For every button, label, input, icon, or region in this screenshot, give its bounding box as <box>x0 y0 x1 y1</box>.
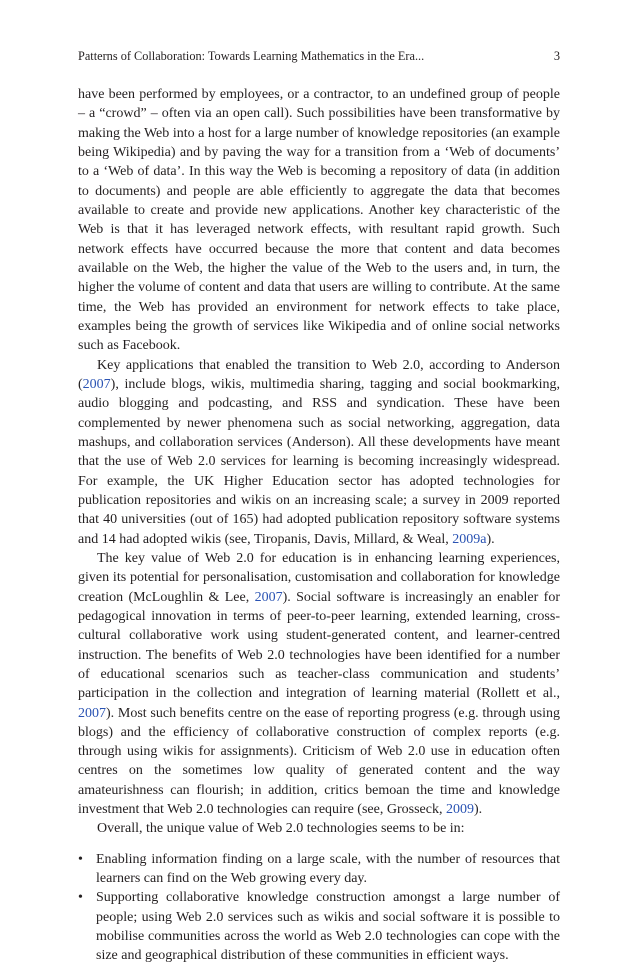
paragraph-3-text-2: ). Social software is increasingly an enabler for pedagogical innovation in terms of peer-to-peer learning, extended learning, cross-cultural collaborative work using student-generated content, and learner-centred instruction. The benefits of Web 2.0 technologies have been identified for a number of educational scenarios such as teacher-class communication and students’ participation in the collection and integration of learning material (Rollett et al., <box>78 589 560 702</box>
running-header <box>78 48 560 64</box>
paragraph-4: Overall, the unique value of Web 2.0 technologies seems to be in: <box>97 821 465 837</box>
bullet-symbol: • <box>78 890 83 906</box>
running-title: Patterns of Collaboration: Towards Learning Mathematics in the Era... <box>78 49 425 63</box>
page <box>78 48 560 966</box>
list-item <box>78 850 560 889</box>
body-text <box>78 85 560 966</box>
list-item-text: Enabling information finding on a large scale, with the number of resources that learners can find on the Web growing every day. <box>96 851 560 887</box>
citation-tiropanis-2009a[interactable]: 2009a <box>452 531 487 547</box>
paragraph-3-text-3: ). Most such benefits centre on the ease of reporting progress (e.g. through using blogs) and the efficiency of collaborative construction of complex reports (e.g. through using wikis for assignments). Criticism of Web 2.0 use in education often centres on the sometimes low quality of generated content and the way amateurishness can flourish; in addition, critics bemoan the time and knowledge investment that Web 2.0 technologies can require (see, Grosseck, <box>78 705 560 818</box>
citation-mcloughlin-2007[interactable]: 2007 <box>254 589 283 605</box>
paragraph-2 <box>78 356 560 549</box>
paragraph-2-text-2: ), include blogs, wikis, multimedia sharing, tagging and social bookmarking, audio blogging and podcasting, and RSS and syndication. These have been complemented by newer phenomena such as social networking, aggregation, data mashups, and collaboration services (Anderson). All these developments have meant that the use of Web 2.0 services for learning is becoming increasingly widespread. For example, the UK Higher Education sector has adopted technologies for publication repositories and wikis on an increasing scale; a survey in 2009 reported that 40 universities (out of 165) had adopted publication repository software systems and 14 had adopted wikis (see, Tiropanis, Davis, Millard, & Weal, <box>78 376 560 547</box>
paragraph-2-text-1: Key applications that enabled the transition to Web 2.0, according to Anderson ( <box>78 357 560 392</box>
bullet-list <box>78 850 560 966</box>
bullet-symbol: • <box>78 851 83 867</box>
citation-anderson-2007[interactable]: 2007 <box>82 376 111 392</box>
paragraph-3-text-4: ). <box>473 802 483 818</box>
paragraph-2-text-3: ). <box>486 531 495 547</box>
citation-grosseck-2009[interactable]: 2009 <box>445 802 474 818</box>
paragraph-3-text-1: The key value of Web 2.0 for education is in enhancing learning experiences, given its potential for personalisation, customisation and collaboration for knowledge creation (McLoughlin & Lee, <box>78 550 560 605</box>
list-item-text: Supporting collaborative knowledge construction amongst a large number of people; using Web 2.0 services such as wikis and social software it is possible to mobilise communities across the world as Web 2.0 technologies can cope with the size and geographical distribution of these communities in efficient ways. <box>96 890 560 964</box>
list-item <box>78 888 560 965</box>
citation-rollett-2007[interactable]: 2007 <box>78 705 106 721</box>
page-number: 3 <box>553 49 560 63</box>
paragraph-3 <box>78 549 560 820</box>
paragraph-1: have been performed by employees, or a contractor, to an undefined group of people – a “crowd” – often via an open call). Such possibilities have been transformative by making the Web into a host for a large number of knowledge repositories (an example being Wikipedia) and by paving the way for a transition from a ‘Web of documents’ to a ‘Web of data’. In this way the Web is becoming a repository of data (in addition to documents) and people are able efficiently to aggregate the data that becomes available to create and provide new applications. Another key characteristic of the Web is that it has leveraged network effects, with resultant rapid growth. Such network effects have occurred because the more that content and data becomes available on the Web, the higher the value of the Web to the users and, in turn, the higher the volume of content and data that users are willing to contribute. At the same time, the Web has provided an environment for network effects to take place, examples being the growth of services like Wikipedia and of online social networks such as Facebook. <box>78 87 560 354</box>
